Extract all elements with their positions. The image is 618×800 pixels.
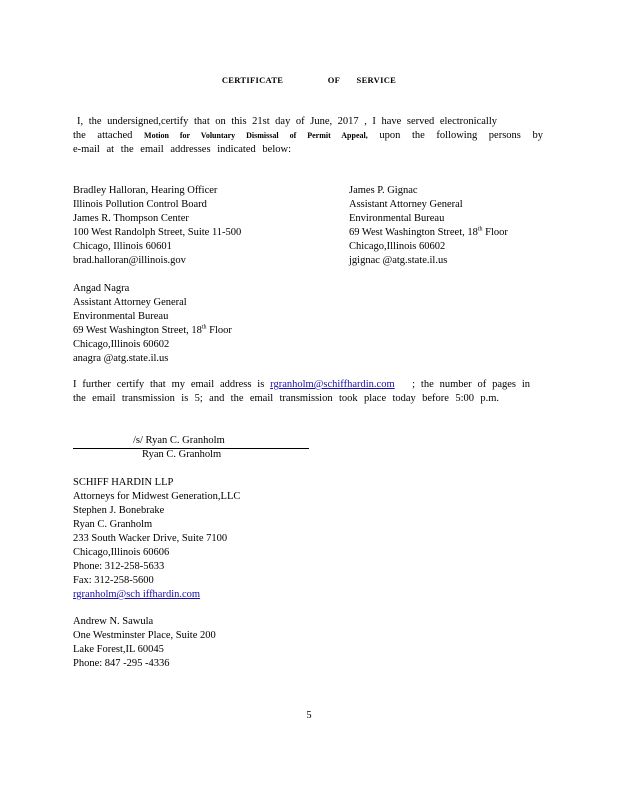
recipient-street xyxy=(349,226,508,240)
attorney-name: Stephen J. Bonebrake xyxy=(73,505,165,516)
attorney-name: Ryan C. Granholm xyxy=(73,519,153,530)
recipient-city: Chicago, Illinois 60601 xyxy=(73,241,172,252)
floor-text: Floor xyxy=(206,325,232,336)
title-word-of: OF xyxy=(327,75,341,85)
attorney-street: One Westminster Place, Suite 200 xyxy=(73,630,216,641)
recipient-email: anagra @atg.state.il.us xyxy=(73,353,169,364)
recipient-city: Chicago,Illinois 60602 xyxy=(349,241,446,252)
attorney-phone: Phone: 847 -295 -4336 xyxy=(73,658,170,669)
intro-paragraph xyxy=(73,115,543,157)
further-text-start: I further certify that my email address is xyxy=(73,379,271,390)
signature-printed-name: Ryan C. Granholm xyxy=(142,449,222,460)
recipient-email: brad.halloran@illinois.gov xyxy=(73,255,186,266)
recipient-email: jgignac @atg.state.il.us xyxy=(349,255,448,266)
further-certify-paragraph xyxy=(73,378,530,406)
street-text: 69 West Washington Street, 18 xyxy=(349,227,478,238)
recipient-title: Assistant Attorney General xyxy=(349,199,463,210)
firm-city: Chicago,Illinois 60606 xyxy=(73,547,170,558)
intro-line-2-start: the attached xyxy=(73,130,133,141)
intro-line-1: I, the undersigned,certify that on this 21st day of June, 2017 , I have served electronically xyxy=(77,116,497,127)
recipient-street: 100 West Randolph Street, Suite 11-500 xyxy=(73,227,242,238)
page-title xyxy=(0,75,618,85)
intro-line-2 xyxy=(73,129,543,143)
firm-fax: Fax: 312-258-5600 xyxy=(73,575,154,586)
intro-line-2-end: upon the following persons by xyxy=(379,130,543,141)
recipient-bureau: Environmental Bureau xyxy=(349,213,445,224)
firm-role: Attorneys for Midwest Generation,LLC xyxy=(73,491,241,502)
recipient-org: Illinois Pollution Control Board xyxy=(73,199,207,210)
title-word-certificate: CERTIFICATE xyxy=(221,75,284,85)
further-line-2: the email transmission is 5; and the email transmission took place today before 5:00 p.m. xyxy=(73,393,499,404)
recipient-bureau: Environmental Bureau xyxy=(73,311,169,322)
title-word-service: SERVICE xyxy=(356,75,397,85)
recipient-name: James P. Gignac xyxy=(349,185,418,196)
floor-text: Floor xyxy=(482,227,508,238)
sawula-block xyxy=(73,615,216,671)
email-link[interactable]: rgranholm@schiffhardin.com xyxy=(270,379,395,390)
recipient-building: James R. Thompson Center xyxy=(73,213,189,224)
further-line-1 xyxy=(73,378,530,392)
firm-name: SCHIFF HARDIN LLP xyxy=(73,477,174,488)
recipient-nagra xyxy=(73,282,232,366)
ordinal-suffix: th xyxy=(201,324,207,331)
recipient-name: Angad Nagra xyxy=(73,283,130,294)
recipient-gignac xyxy=(349,184,508,268)
intro-line-3: e-mail at the email addresses indicated below: xyxy=(73,144,291,155)
further-text-end: ; the number of pages in xyxy=(412,379,530,390)
firm-block xyxy=(73,476,240,602)
recipient-halloran xyxy=(73,184,241,268)
attorney-name: Andrew N. Sawula xyxy=(73,616,154,627)
attorney-city: Lake Forest,IL 60045 xyxy=(73,644,164,655)
motion-title: Motion for Voluntary Dismissal of Permit Appeal, xyxy=(144,131,368,140)
ordinal-suffix: th xyxy=(477,226,483,233)
firm-phone: Phone: 312-258-5633 xyxy=(73,561,165,572)
recipient-city: Chicago,Illinois 60602 xyxy=(73,339,170,350)
signature-signed: /s/ Ryan C. Granholm xyxy=(133,435,225,446)
recipient-street xyxy=(73,324,232,338)
recipient-title: Assistant Attorney General xyxy=(73,297,187,308)
page-number: 5 xyxy=(306,710,312,721)
firm-email-link[interactable]: rgranholm@sch iffhardin.com xyxy=(73,589,201,600)
firm-street: 233 South Wacker Drive, Suite 7100 xyxy=(73,533,228,544)
recipient-name: Bradley Halloran, Hearing Officer xyxy=(73,185,218,196)
street-text: 69 West Washington Street, 18 xyxy=(73,325,202,336)
